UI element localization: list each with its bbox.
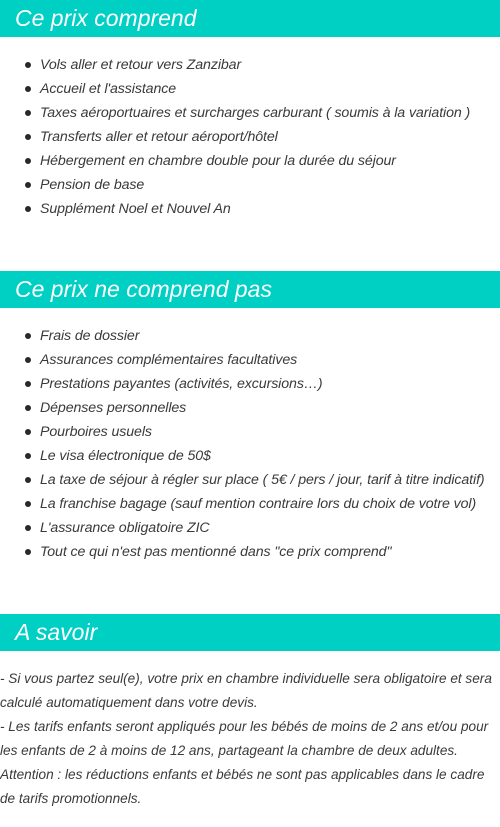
bullet-icon — [25, 62, 31, 68]
bullet-icon — [25, 182, 31, 188]
bullet-icon — [25, 206, 31, 212]
list-item-text: La taxe de séjour à régler sur place ( 5€ / pers / jour, tarif à titre indicatif) — [40, 472, 485, 488]
list-item — [0, 125, 500, 149]
includes-section-title: Ce prix comprend — [0, 0, 500, 37]
bullet-icon — [25, 158, 31, 164]
list-item — [0, 53, 500, 77]
bullet-icon — [25, 501, 31, 507]
list-item-text: Assurances complémentaires facultatives — [40, 352, 298, 368]
list-item-text: Pourboires usuels — [40, 424, 152, 440]
excludes-section-title: Ce prix ne comprend pas — [0, 271, 500, 308]
list-item-text: Hébergement en chambre double pour la durée du séjour — [40, 153, 396, 169]
list-item — [0, 492, 500, 516]
list-item — [0, 101, 500, 125]
list-item — [0, 468, 500, 492]
list-item-text: Pension de base — [40, 177, 145, 193]
know-section-title: A savoir — [0, 614, 500, 651]
list-item-text: Frais de dossier — [40, 328, 140, 344]
list-item-text: Transferts aller et retour aéroport/hôtel — [40, 129, 278, 145]
list-item — [0, 372, 500, 396]
includes-list — [0, 53, 500, 221]
list-item-text: Tout ce qui n'est pas mentionné dans "ce prix comprend" — [40, 544, 392, 560]
bullet-icon — [25, 405, 31, 411]
know-paragraph-attention: Attention : les réductions enfants et bébés ne sont pas applicables dans le cadre de tarifs promotionnels. — [0, 767, 485, 806]
bullet-icon — [25, 453, 31, 459]
list-item-text: Supplément Noel et Nouvel An — [40, 201, 231, 217]
list-item-text: Taxes aéroportuaires et surcharges carburant ( soumis à la variation ) — [40, 105, 471, 121]
list-item — [0, 348, 500, 372]
list-item — [0, 396, 500, 420]
bullet-icon — [25, 429, 31, 435]
list-item-text: Le visa électronique de 50$ — [40, 448, 211, 464]
list-item — [0, 77, 500, 101]
list-item-text: La franchise bagage (sauf mention contraire lors du choix de votre vol) — [40, 496, 477, 512]
bullet-icon — [25, 134, 31, 140]
list-item — [0, 149, 500, 173]
bullet-icon — [25, 477, 31, 483]
bullet-icon — [25, 525, 31, 531]
excludes-list — [0, 324, 500, 564]
bullet-icon — [25, 86, 31, 92]
list-item — [0, 324, 500, 348]
list-item-text: Dépenses personnelles — [40, 400, 187, 416]
bullet-icon — [25, 357, 31, 363]
bullet-icon — [25, 381, 31, 387]
bullet-icon — [25, 110, 31, 116]
list-item-text: Prestations payantes (activités, excursions…) — [40, 376, 323, 392]
list-item-text: Accueil et l'assistance — [40, 81, 177, 97]
list-item — [0, 173, 500, 197]
list-item-text: L'assurance obligatoire ZIC — [40, 520, 210, 536]
list-item — [0, 540, 500, 564]
list-item — [0, 197, 500, 221]
list-item-text: Vols aller et retour vers Zanzibar — [40, 57, 242, 73]
know-paragraph-single-room: - Si vous partez seul(e), votre prix en chambre individuelle sera obligatoire et sera calculé automatiquement dans votre devis. — [0, 671, 492, 710]
know-paragraph-child-rates: - Les tarifs enfants seront appliqués pour les bébés de moins de 2 ans et/ou pour les enfants de 2 à moins de 12 ans, partageant la chambre de deux adultes. — [0, 719, 489, 758]
know-text-block — [0, 667, 500, 811]
list-item — [0, 444, 500, 468]
bullet-icon — [25, 333, 31, 339]
list-item — [0, 420, 500, 444]
list-item — [0, 516, 500, 540]
bullet-icon — [25, 549, 31, 555]
